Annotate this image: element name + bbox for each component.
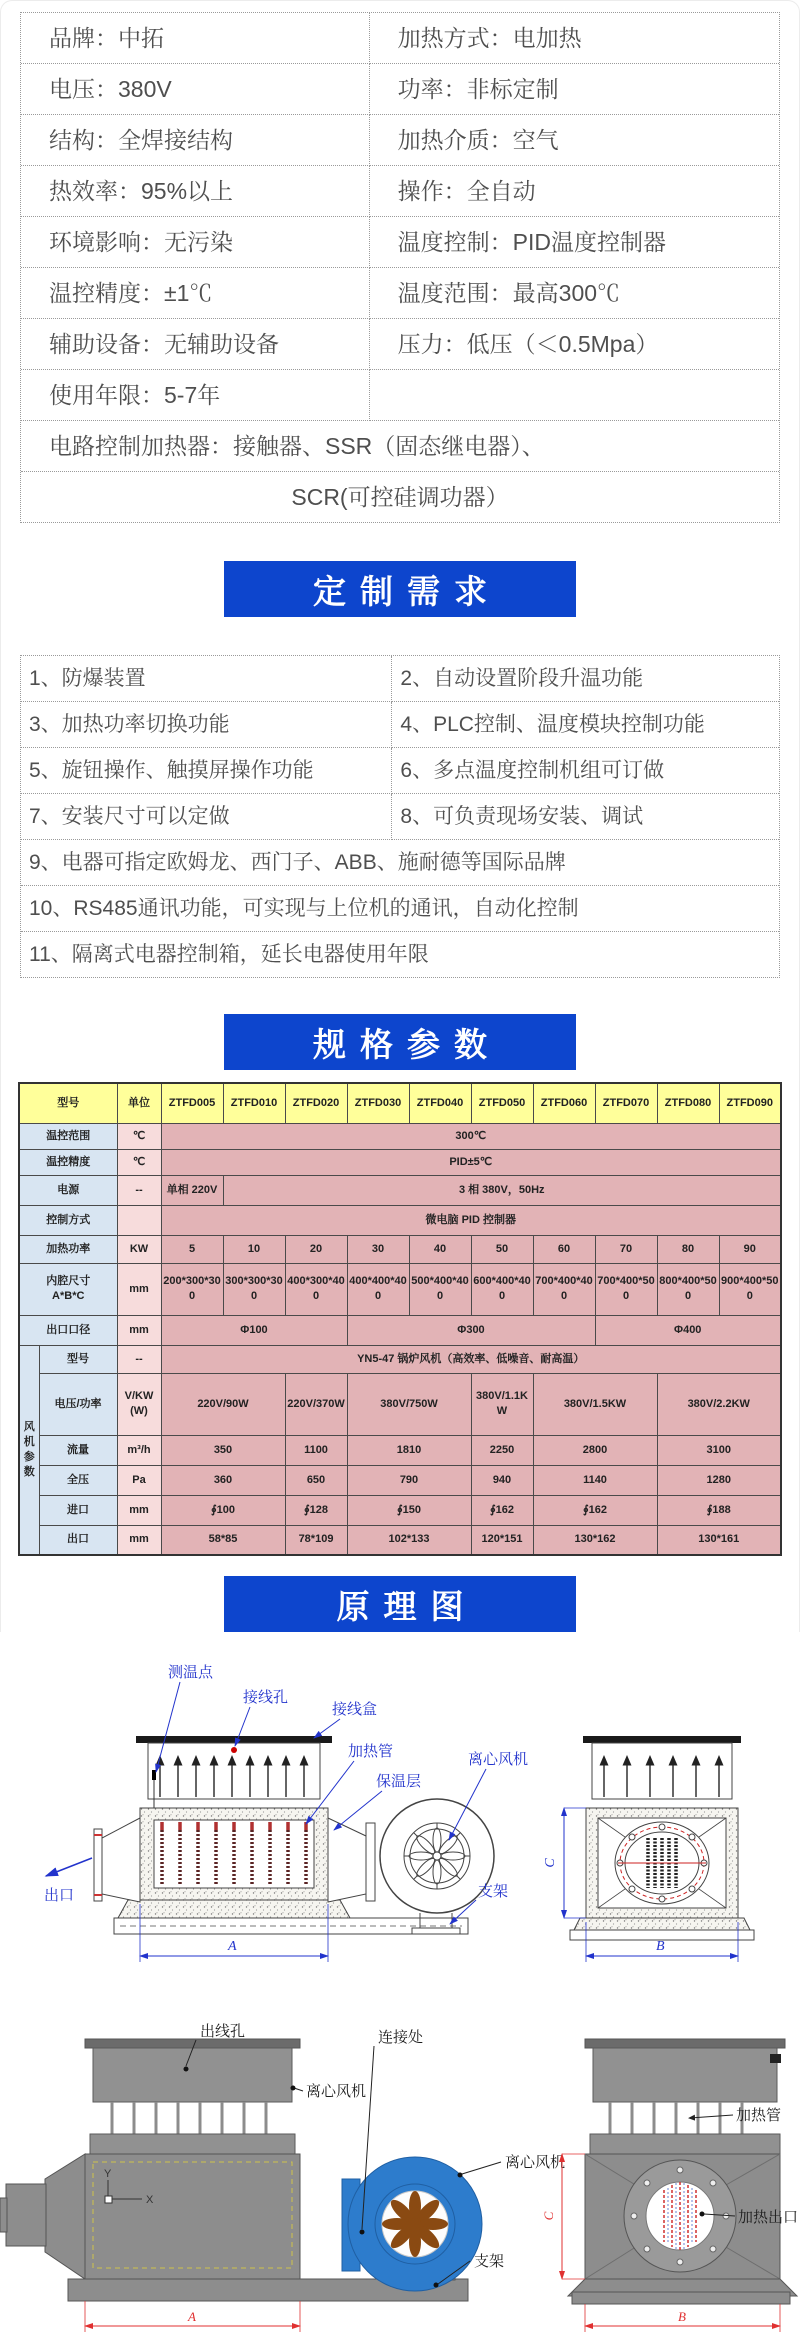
cell-value: 300*300*300: [223, 1263, 285, 1315]
spec-cell-structure: 结构：全焊接结构: [21, 115, 370, 166]
col-header-unit: 单位: [117, 1083, 161, 1123]
row-unit: ℃: [117, 1149, 161, 1175]
requirement-item: 5、旋钮操作、触摸屏操作功能: [21, 748, 392, 794]
col-header: ZTFD040: [409, 1083, 471, 1123]
spec-row-pressure: [19, 1465, 781, 1495]
row-unit: KW: [117, 1235, 161, 1263]
cell-value: 380V/1.5KW: [533, 1373, 657, 1435]
cell-value: ∮188: [657, 1495, 781, 1525]
spec-row-inlet: [19, 1495, 781, 1525]
diagram-label-outlet: 出口: [44, 1887, 75, 1904]
diagram-label-junction-box: 接线盒: [332, 1701, 378, 1718]
row-label: 出口: [39, 1525, 117, 1555]
row-label: 型号: [39, 1345, 117, 1373]
spec-row: [21, 13, 779, 64]
spec-row-power-supply: [19, 1175, 781, 1205]
cell-value: 1810: [347, 1435, 471, 1465]
cell-value: 70: [595, 1235, 657, 1263]
dimension-b: B: [656, 1939, 665, 1954]
banner-text: 定制需求: [313, 572, 501, 610]
cell-value: 3100: [657, 1435, 781, 1465]
col-header: ZTFD030: [347, 1083, 409, 1123]
col-header: ZTFD060: [533, 1083, 595, 1123]
row-unit: --: [117, 1175, 161, 1205]
spec-cell-temp-range: 温度范围：最高300℃: [370, 268, 779, 319]
spec-row: [21, 268, 779, 319]
principle-diagram-line-drawing: [0, 1632, 800, 1984]
cell-value: 380V/2.2KW: [657, 1373, 781, 1435]
spec-cell-temp-control: 温度控制：PID温度控制器: [370, 217, 779, 268]
cell-value: 10: [223, 1235, 285, 1263]
col-header: ZTFD050: [471, 1083, 533, 1123]
cell-value: 102*133: [347, 1525, 471, 1555]
cell-value: Φ300: [347, 1315, 595, 1345]
cell-value: ∮162: [533, 1495, 657, 1525]
diagram-label-connection: 连接处: [378, 2029, 424, 2046]
diagram-label-temp-point: 测温点: [168, 1664, 214, 1681]
spec-row: [21, 217, 779, 268]
col-header: ZTFD090: [719, 1083, 781, 1123]
row-label: 进口: [39, 1495, 117, 1525]
spec-row: [21, 64, 779, 115]
col-header-model: 型号: [19, 1083, 117, 1123]
row-label: 温控精度: [19, 1149, 117, 1175]
spec-row-precision: [19, 1149, 781, 1175]
custom-requirements-table: [20, 655, 780, 978]
cell-value: 20: [285, 1235, 347, 1263]
requirement-row: [21, 656, 779, 702]
row-label: 电源: [19, 1175, 117, 1205]
cell-value: 900*400*500: [719, 1263, 781, 1315]
cell-value: 940: [471, 1465, 533, 1495]
spec-row-range: [19, 1123, 781, 1149]
spec-cell-precision: 温控精度：±1℃: [21, 268, 370, 319]
cell-value: ∮162: [471, 1495, 533, 1525]
cell-value: PID±5℃: [161, 1149, 781, 1175]
diagram-label-insulation: 保温层: [376, 1773, 422, 1790]
requirement-item: 7、安装尺寸可以定做: [21, 794, 392, 840]
row-unit: mm: [117, 1263, 161, 1315]
requirement-item: 1、防爆装置: [21, 656, 392, 702]
diagram-label-fan: 离心风机: [468, 1751, 529, 1768]
row-unit: V/KW (W): [117, 1373, 161, 1435]
row-unit: mm: [117, 1495, 161, 1525]
spec-cell-operation: 操作：全自动: [370, 166, 779, 217]
cell-value: 单相 220V: [161, 1175, 223, 1205]
requirement-item: 3、加热功率切换功能: [21, 702, 392, 748]
spec-header-row: [19, 1083, 781, 1123]
row-unit: Pa: [117, 1465, 161, 1495]
cell-value: 1280: [657, 1465, 781, 1495]
spec-row: [21, 115, 779, 166]
banner-text: 规格参数: [313, 1025, 501, 1063]
banner-text: 原理图: [336, 1587, 478, 1625]
requirement-item: 8、可负责现场安装、调试: [392, 794, 779, 840]
cell-value: 78*109: [285, 1525, 347, 1555]
cell-value: ∮128: [285, 1495, 347, 1525]
row-unit: mm: [117, 1525, 161, 1555]
cell-value: 220V/90W: [161, 1373, 285, 1435]
cell-value: 微电脑 PID 控制器: [161, 1205, 781, 1235]
cell-value: Φ400: [595, 1315, 781, 1345]
requirement-item: 9、电器可指定欧姆龙、西门子、ABB、施耐德等国际品牌: [21, 840, 779, 886]
spec-cell-circuit-control: 电路控制加热器：接触器、SSR（固态继电器）、: [21, 421, 779, 472]
diagram-label-heat-outlet: 加热出口: [738, 2209, 799, 2226]
row-label: [19, 1263, 117, 1315]
spec-parameters-table: [18, 1082, 782, 1556]
cell-value: 130*162: [533, 1525, 657, 1555]
spec-cell-voltage: 电压：380V: [21, 64, 370, 115]
col-header: ZTFD020: [285, 1083, 347, 1123]
cell-value: 220V/370W: [285, 1373, 347, 1435]
row-unit: --: [117, 1345, 161, 1373]
cell-value: 3 相 380V，50Hz: [223, 1175, 781, 1205]
spec-cell-brand: 品牌：中拓: [21, 13, 370, 64]
dimension-b: B: [678, 2309, 686, 2324]
dimension-a: A: [228, 1939, 237, 1954]
col-header: ZTFD005: [161, 1083, 223, 1123]
col-header: ZTFD070: [595, 1083, 657, 1123]
row-label: 出口口径: [19, 1315, 117, 1345]
diagram-label-bracket: 支架: [474, 2253, 505, 2270]
cell-value: ∮100: [161, 1495, 285, 1525]
cell-value: 400*300*400: [285, 1263, 347, 1315]
requirement-item: 10、RS485通讯功能，可实现与上位机的通讯，自动化控制: [21, 886, 779, 932]
cell-value: 500*400*400: [409, 1263, 471, 1315]
requirement-item: 2、自动设置阶段升温功能: [392, 656, 779, 702]
requirement-row: [21, 702, 779, 748]
requirement-row: [21, 794, 779, 840]
cell-value: 40: [409, 1235, 471, 1263]
principle-diagram-rendered: [0, 1984, 800, 2344]
spec-cell-environment: 环境影响：无污染: [21, 217, 370, 268]
requirement-item: 11、隔离式电器控制箱，延长电器使用年限: [29, 943, 429, 966]
dimension-c: C: [543, 1858, 558, 1868]
spec-row: [21, 319, 779, 370]
cell-value: Φ100: [161, 1315, 347, 1345]
cell-value: 790: [347, 1465, 471, 1495]
cell-value: YN5-47 锅炉风机（高效率、低噪音、耐高温）: [161, 1345, 781, 1373]
col-header: ZTFD010: [223, 1083, 285, 1123]
spec-cell-pressure: 压力：低压（＜0.5Mpa）: [370, 319, 779, 370]
spec-row-fan-power: [19, 1373, 781, 1435]
cell-value: 380V/750W: [347, 1373, 471, 1435]
cell-value: 600*400*400: [471, 1263, 533, 1315]
section-banner-principle: [224, 1576, 576, 1632]
cell-value: 350: [161, 1435, 285, 1465]
cell-value: 60: [533, 1235, 595, 1263]
product-spec-table: [20, 12, 780, 523]
row-label-line1: 内腔尺寸: [46, 1275, 91, 1288]
row-label: 加热功率: [19, 1235, 117, 1263]
spec-row: [21, 166, 779, 217]
section-banner-custom-requirements: [224, 561, 576, 617]
spec-row-flow: [19, 1435, 781, 1465]
cell-value: 30: [347, 1235, 409, 1263]
cell-value: 700*400*400: [533, 1263, 595, 1315]
axis-x-label: X: [146, 2194, 154, 2206]
spec-row-control: [19, 1205, 781, 1235]
row-label-line2: A*B*C: [52, 1290, 85, 1302]
diagram-label-fan: 离心风机: [505, 2154, 566, 2171]
spec-row-fan-model: [19, 1345, 781, 1373]
cell-value: 300℃: [161, 1123, 781, 1149]
spec-cell-auxiliary: 辅助设备：无辅助设备: [21, 319, 370, 370]
spec-cell-empty: [370, 370, 779, 421]
row-unit: mm: [117, 1315, 161, 1345]
row-label: 流量: [39, 1435, 117, 1465]
row-label: 控制方式: [19, 1205, 117, 1235]
requirement-item: 4、PLC控制、温度模块控制功能: [392, 702, 779, 748]
row-unit: ℃: [117, 1123, 161, 1149]
spec-cell-efficiency: 热效率：95%以上: [21, 166, 370, 217]
spec-cell-heating-method: 加热方式：电加热: [370, 13, 779, 64]
cell-value: 58*85: [161, 1525, 285, 1555]
diagram-label-bracket: 支架: [478, 1883, 509, 1900]
dimension-c: C: [541, 2211, 556, 2221]
cell-value: 360: [161, 1465, 285, 1495]
cell-value: 2800: [533, 1435, 657, 1465]
cell-value: 120*151: [471, 1525, 533, 1555]
cell-value: 1100: [285, 1435, 347, 1465]
fan-group-label: 风机参数: [19, 1345, 39, 1555]
section-banner-specifications: [224, 1014, 576, 1070]
diagram-label-heating-tube: 加热管: [736, 2107, 782, 2124]
cell-value: 800*400*500: [657, 1263, 719, 1315]
cell-value: 90: [719, 1235, 781, 1263]
diagram-label-heating-tube: 加热管: [348, 1743, 394, 1760]
row-label: 全压: [39, 1465, 117, 1495]
spec-row-heating-power: [19, 1235, 781, 1263]
row-label: 温控范围: [19, 1123, 117, 1149]
spec-cell-medium: 加热介质：空气: [370, 115, 779, 166]
cell-value: 2250: [471, 1435, 533, 1465]
spec-cell-lifetime: 使用年限：5-7年: [21, 370, 370, 421]
spec-cell-power: 功率：非标定制: [370, 64, 779, 115]
axis-y-label: Y: [104, 2168, 112, 2180]
cell-value: 80: [657, 1235, 719, 1263]
cell-value: 200*300*300: [161, 1263, 223, 1315]
spec-row-outlet: [19, 1525, 781, 1555]
col-header: ZTFD080: [657, 1083, 719, 1123]
cell-value: 650: [285, 1465, 347, 1495]
requirement-item: 6、多点温度控制机组可订做: [392, 748, 779, 794]
requirement-row: [21, 748, 779, 794]
spec-cell-scr: SCR(可控硅调功器）: [291, 484, 509, 510]
cell-value: ∮150: [347, 1495, 471, 1525]
row-unit: [117, 1205, 161, 1235]
row-label: 电压/功率: [39, 1373, 117, 1435]
row-unit: m³/h: [117, 1435, 161, 1465]
cell-value: 700*400*500: [595, 1263, 657, 1315]
cell-value: 5: [161, 1235, 223, 1263]
diagram-label-fan-top: 离心风机: [306, 2083, 367, 2100]
diagram-label-wire-outlet: 出线孔: [200, 2023, 246, 2040]
dimension-a: A: [188, 2309, 196, 2324]
spec-row-outlet-diameter: [19, 1315, 781, 1345]
cell-value: 1140: [533, 1465, 657, 1495]
diagram-label-wire-hole: 接线孔: [243, 1689, 289, 1706]
spec-row-chamber-size: [19, 1263, 781, 1315]
cell-value: 380V/1.1KW: [471, 1373, 533, 1435]
spec-row: [21, 370, 779, 421]
cell-value: 130*161: [657, 1525, 781, 1555]
cell-value: 400*400*400: [347, 1263, 409, 1315]
cell-value: 50: [471, 1235, 533, 1263]
